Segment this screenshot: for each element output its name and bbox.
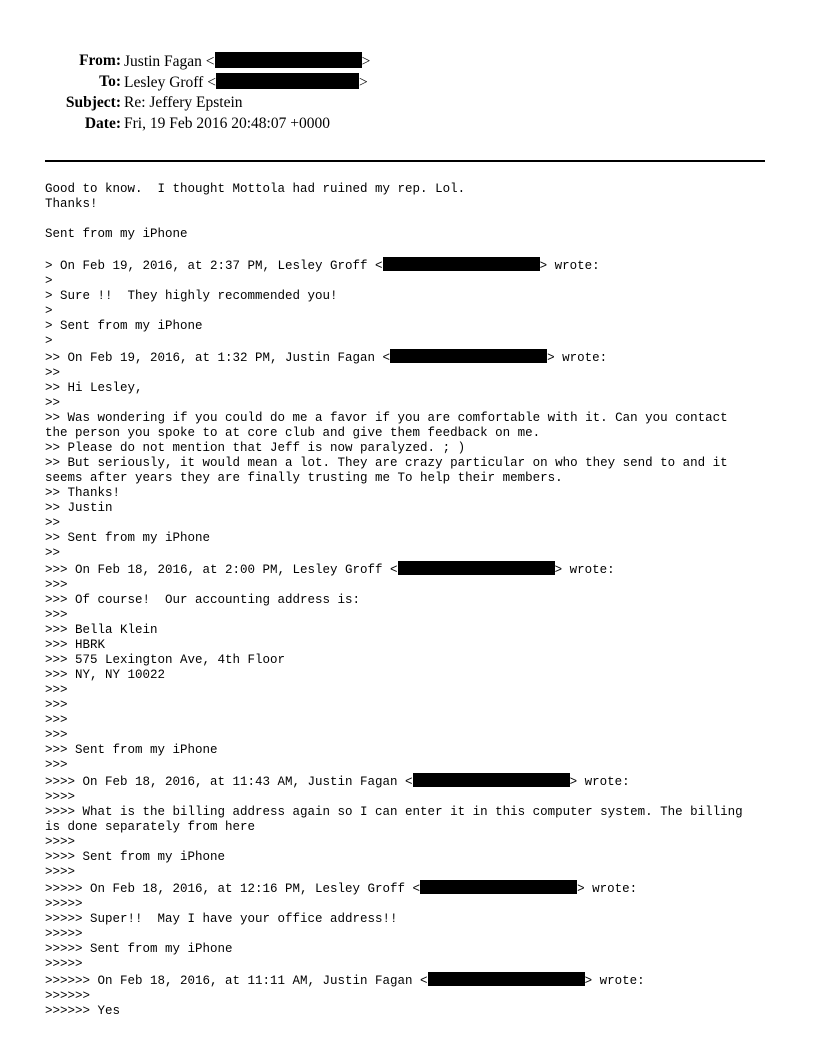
body-line [45, 865, 775, 880]
body-line-text: >> [45, 396, 61, 410]
body-line [45, 516, 775, 531]
body-line [45, 381, 775, 396]
body-line-text: >> [45, 516, 61, 530]
redaction-bar [390, 349, 547, 363]
body-line [45, 531, 775, 546]
body-line-text: >> Sent from my iPhone [45, 531, 211, 545]
body-line-text: >> Was wondering if you could do me a favor if you are comfortable with it. Can you contact [45, 411, 728, 425]
body-line-text: >>> [45, 713, 68, 727]
to-name: Lesley Groff < [124, 74, 216, 91]
body-line [45, 989, 775, 1004]
body-line [45, 561, 775, 578]
redaction-bar [383, 257, 540, 271]
body-line [45, 456, 775, 471]
body-line-text: >> Hi Lesley, [45, 381, 143, 395]
body-line [45, 197, 775, 212]
body-line-text: >>>>> Super!! May I have your office address!! [45, 912, 398, 926]
body-line [45, 850, 775, 865]
email-body [45, 182, 775, 1019]
redaction-bar [420, 880, 577, 894]
body-line-text: >> [45, 546, 61, 560]
body-line-text: > [45, 334, 53, 348]
body-line [45, 683, 775, 698]
body-line [45, 441, 775, 456]
body-line [45, 912, 775, 927]
body-line [45, 805, 775, 820]
body-line-text: >>> [45, 683, 68, 697]
body-line-text: >>>> [45, 865, 76, 879]
body-line-text: >>> 575 Lexington Ave, 4th Floor [45, 653, 286, 667]
body-line-text: > Sure !! They highly recommended you! [45, 289, 338, 303]
body-line-text: >>>>>> On Feb 18, 2016, at 11:11 AM, Justin Fagan < [45, 974, 428, 988]
body-line [45, 835, 775, 850]
body-line-text: >>> [45, 608, 68, 622]
body-line-text: >> Thanks! [45, 486, 121, 500]
body-line-text: >>> NY, NY 10022 [45, 668, 166, 682]
body-line [45, 623, 775, 638]
subject-value: Re: Jeffery Epstein [124, 94, 243, 111]
body-line-text: >>> Bella Klein [45, 623, 158, 637]
body-line-text: >>>> On Feb 18, 2016, at 11:43 AM, Justin Fagan < [45, 775, 413, 789]
body-line-text: > [45, 274, 53, 288]
body-line-text: >>>>> Sent from my iPhone [45, 942, 233, 956]
body-line-text: >>>> [45, 835, 76, 849]
body-line-suffix: > wrote: [554, 563, 615, 577]
body-line [45, 942, 775, 957]
body-line [45, 820, 775, 835]
body-line [45, 366, 775, 381]
body-line-text: >>> [45, 698, 68, 712]
body-line [45, 304, 775, 319]
body-line [45, 411, 775, 426]
body-line [45, 743, 775, 758]
body-line-text: Good to know. I thought Mottola had ruined my rep. Lol. [45, 182, 466, 196]
to-label: To: [99, 73, 121, 90]
body-line [45, 227, 775, 242]
body-line [45, 638, 775, 653]
body-line-text: > Sent from my iPhone [45, 319, 203, 333]
body-line-text: >>>>> [45, 957, 83, 971]
email-header [0, 52, 816, 136]
body-line-text: >> On Feb 19, 2016, at 1:32 PM, Justin Fagan < [45, 351, 391, 365]
redaction-bar [216, 73, 359, 89]
body-line-text: seems after years they are finally trusting me To help their members. [45, 471, 563, 485]
body-line [45, 1004, 775, 1019]
body-line [45, 758, 775, 773]
body-line-text: >>>> [45, 790, 76, 804]
body-line-text: >>>>>> [45, 989, 91, 1003]
from-close: > [361, 53, 371, 70]
redaction-bar [215, 52, 362, 68]
to-close: > [358, 74, 368, 91]
body-line-text: >>> Sent from my iPhone [45, 743, 218, 757]
body-line [45, 471, 775, 486]
body-line [45, 957, 775, 972]
body-line-suffix: > wrote: [539, 259, 600, 273]
body-line [45, 334, 775, 349]
body-line-text: >>> On Feb 18, 2016, at 2:00 PM, Lesley Groff < [45, 563, 398, 577]
body-line [45, 242, 775, 257]
to-value [124, 73, 368, 92]
body-line-text: Sent from my iPhone [45, 227, 188, 241]
body-line [45, 546, 775, 561]
body-line-text: >>> [45, 728, 68, 742]
body-line [45, 182, 775, 197]
subject-row [0, 94, 816, 115]
date-value: Fri, 19 Feb 2016 20:48:07 +0000 [124, 115, 330, 132]
date-row [0, 115, 816, 136]
body-line [45, 790, 775, 805]
body-line-text: >>>>> [45, 897, 83, 911]
redaction-bar [428, 972, 585, 986]
body-line-text: >> Please do not mention that Jeff is now paralyzed. ; ) [45, 441, 466, 455]
from-name: Justin Fagan < [124, 53, 215, 70]
body-line [45, 773, 775, 790]
body-line [45, 396, 775, 411]
body-line [45, 897, 775, 912]
body-line [45, 486, 775, 501]
body-line-text: >>> [45, 578, 68, 592]
body-line-text: > [45, 304, 53, 318]
body-line-text: >>>> What is the billing address again so I can enter it in this computer system. The billing [45, 805, 743, 819]
body-line-text: >>>>> [45, 927, 83, 941]
body-line [45, 319, 775, 334]
body-line [45, 653, 775, 668]
body-line [45, 927, 775, 942]
header-divider [45, 160, 765, 162]
body-line [45, 698, 775, 713]
date-label: Date: [84, 115, 121, 132]
body-line-text: >>>>> On Feb 18, 2016, at 12:16 PM, Lesley Groff < [45, 882, 421, 896]
body-line-text: >> Justin [45, 501, 113, 515]
body-line-text: >>> HBRK [45, 638, 106, 652]
body-line-text: >>>>>> Yes [45, 1004, 121, 1018]
body-line-text: is done separately from here [45, 820, 256, 834]
from-row [0, 52, 816, 73]
body-line [45, 426, 775, 441]
body-line-text: the person you spoke to at core club and give them feedback on me. [45, 426, 541, 440]
subject-label: Subject: [65, 94, 121, 111]
body-line [45, 257, 775, 274]
body-line-suffix: > wrote: [569, 775, 630, 789]
body-line-text: > On Feb 19, 2016, at 2:37 PM, Lesley Groff < [45, 259, 383, 273]
body-line [45, 212, 775, 227]
body-line-text: >>>> Sent from my iPhone [45, 850, 226, 864]
body-line [45, 501, 775, 516]
body-line [45, 578, 775, 593]
body-line [45, 972, 775, 989]
body-line [45, 289, 775, 304]
to-row [0, 73, 816, 94]
body-line [45, 728, 775, 743]
body-line-text: >>> Of course! Our accounting address is: [45, 593, 361, 607]
body-line [45, 608, 775, 623]
body-line [45, 668, 775, 683]
body-line [45, 349, 775, 366]
body-line [45, 713, 775, 728]
body-line-text: >> But seriously, it would mean a lot. They are crazy particular on who they send to and it [45, 456, 728, 470]
body-line-suffix: > wrote: [584, 974, 645, 988]
body-line [45, 593, 775, 608]
body-line-text: >> [45, 366, 61, 380]
from-value [124, 52, 370, 71]
body-line-text: Thanks! [45, 197, 98, 211]
redaction-bar [413, 773, 570, 787]
redaction-bar [398, 561, 555, 575]
body-line-suffix: > wrote: [547, 351, 608, 365]
body-line [45, 880, 775, 897]
body-line-suffix: > wrote: [577, 882, 638, 896]
body-line-text: >>> [45, 758, 68, 772]
from-label: From: [79, 52, 121, 69]
body-line [45, 274, 775, 289]
